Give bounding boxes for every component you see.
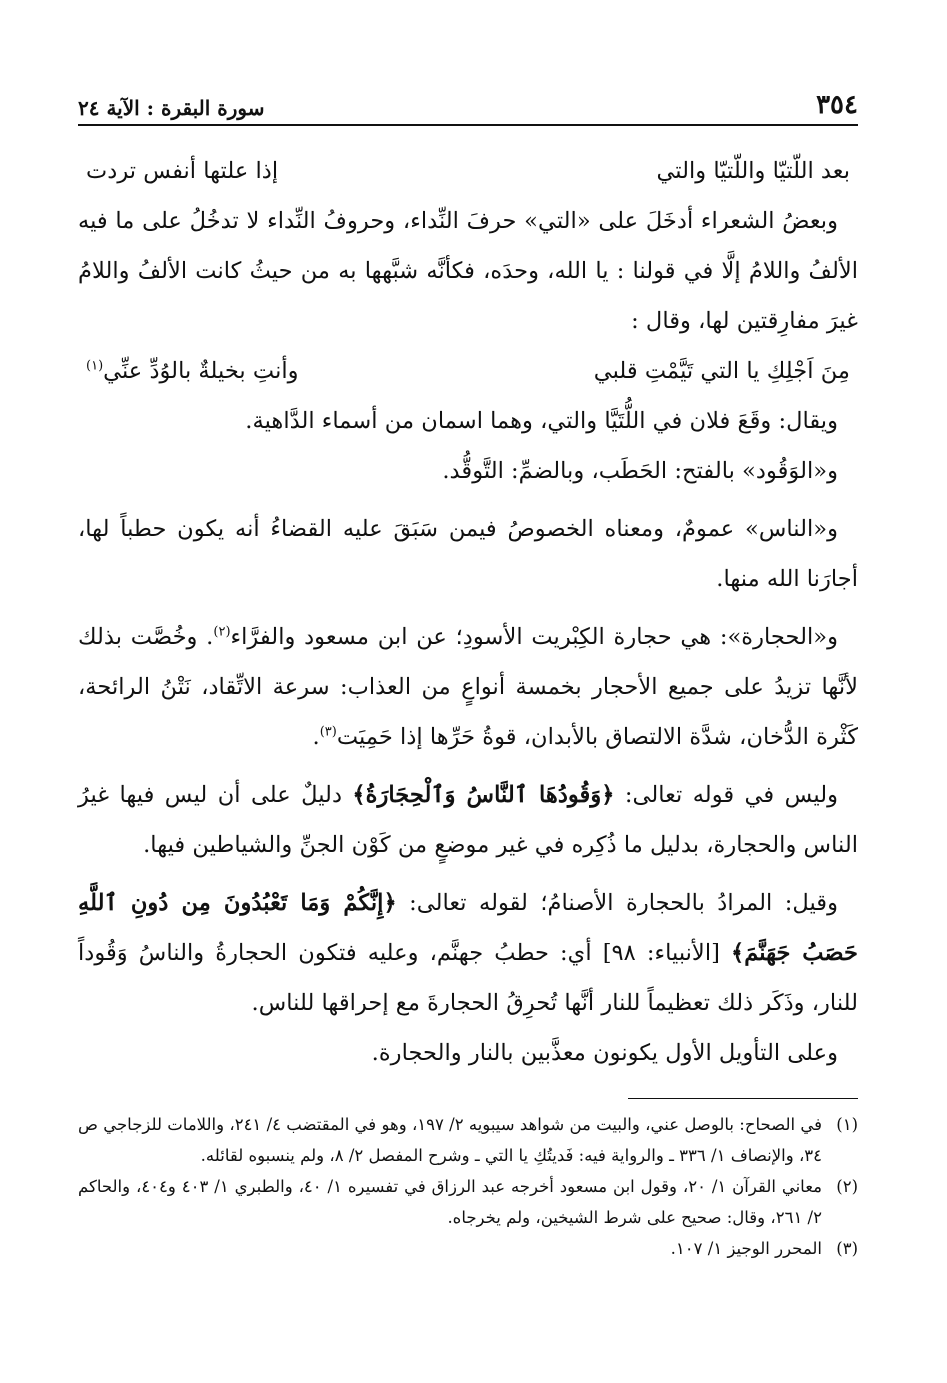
footnote-number: (٣) (836, 1239, 858, 1258)
footnote-number: (١) (836, 1115, 858, 1134)
footnote-text: معاني القرآن ١/ ٢٠، وقول ابن مسعود أخرجه عبد الرزاق في تفسيره ١/ ٤٠، والطبري ١/ ٤٠٣ و٤٠٤، والحاكم ٢/ ٢٦١، وقال: صحيح على شرط الشيخين، ولم يخرجاه. (78, 1177, 822, 1227)
paragraph-text: . (312, 724, 320, 750)
paragraph: وعلى التأويل الأول يكونون معذَّبين بالنار والحجارة. (371, 1040, 838, 1066)
verse-first-hemistich: مِنَ اَجْلِكِ يا التي تَيَّمْتِ قلبي (593, 358, 850, 384)
paragraph: ويقال: وقَعَ فلان في اللُّتَيَّا والتي، وهما اسمان من أسماء الدَّاهية. (245, 408, 838, 434)
footnote-item (78, 1109, 858, 1171)
paragraph: وبعضُ الشعراء أدخَلَ على «التي» حرفَ النِّداء، وحروفُ النِّداء لا تدخُلُ على ما فيه الألفُ واللامُ إلَّا في قولنا : يا الله، وحدَه، فكأنَّه شبَّهها به من حيثُ كانت الألفُ واللامُ غيرَ مفارِقتين لها، وقال : (78, 208, 858, 334)
verse-second-hemistich (86, 346, 299, 396)
footnotes (78, 1109, 858, 1264)
footnote-item (78, 1233, 858, 1264)
paragraph-text: وليس في قوله تعالى: (614, 782, 838, 808)
running-head: سورة البقرة : الآية ٢٤ (78, 96, 265, 120)
paragraph (78, 878, 858, 1028)
verse-second-hemistich: إذا علتها أنفس تردت (86, 158, 279, 184)
paragraph: و«الوَقُود» بالفتح: الحَطَب، وبالضمِّ: التَّوقُّد. (442, 458, 838, 484)
poetry-verse (78, 146, 858, 196)
poetry-verse (78, 346, 858, 396)
footnote-ref[interactable]: (١) (86, 358, 104, 374)
main-text (78, 146, 858, 1078)
book-page (78, 86, 858, 1264)
verse-second-hemistich-text: وأنتِ بخيلةٌ بالوُدِّ عنِّي (103, 358, 299, 384)
paragraph-text: و«الحجارة»: هي حجارة الكِبْريت الأسودِ؛ عن ابن مسعود والفرَّاء (230, 624, 838, 650)
page-header (78, 86, 858, 126)
footnote-item (78, 1171, 858, 1233)
paragraph-text: . وخُصَّت بذلك لأنَّها تزيدُ على جميع الأحجار بخمسة أنواعٍ من العذاب: سرعة الاتِّقاد، نَتْنُ الرائحة، كَثْرة الدُّخان، شدَّة الالتصاق بالأبدان، قوةُ حَرِّها إذا حَمِيَت (78, 624, 858, 750)
footnote-ref[interactable]: (٣) (319, 724, 337, 740)
paragraph-text: وقيل: المرادُ بالحجارة الأصنامُ؛ لقوله تعالى: (396, 890, 838, 916)
footnote-text: المحرر الوجيز ١/ ١٠٧. (670, 1239, 822, 1258)
footnote-divider (628, 1098, 858, 1099)
quran-quote: ﴿إِنَّكُمْ وَمَا تَعْبُدُونَ مِن دُونِ ٱللَّهِ حَصَبُ جَهَنَّمَ﴾ (78, 890, 858, 966)
footnote-ref[interactable]: (٢) (213, 624, 231, 640)
paragraph (78, 770, 858, 870)
paragraph-text: [الأنبياء: ٩٨] أي: حطبُ جهنَّم، وعليه فتكون الحجارةُ والناسُ وَقُوداً للنار، وذَكَر ذلك تعظيماً للنار أنَّها تُحرِقُ الحجارةَ مع إحراقها للناس. (78, 940, 858, 1016)
paragraph: و«الناس» عمومٌ، ومعناه الخصوصُ فيمن سَبَقَ عليه القضاءُ أنه يكون حطباً لها، أجارَنا الله منها. (78, 516, 858, 592)
verse-first-hemistich: بعد اللّتيّا واللّتيّا والتي (656, 158, 850, 184)
paragraph-text: دليلٌ على أن ليس فيها غيرُ الناس والحجارة، بدليل ما ذُكِره في غير موضعٍ من كَوْن الجنِّ والشياطين فيها. (78, 782, 858, 858)
footnote-text: في الصحاح: بالوصل عني، والبيت من شواهد سيبويه ٢/ ١٩٧، وهو في المقتضب ٤/ ٢٤١، واللامات للزجاجي ص ٣٤، والإنصاف ١/ ٣٣٦ ـ والرواية فيه: فَديتُكِ يا التي ـ وشرح المفصل ٢/ ٨، ولم ينسبوه لقائله. (78, 1115, 822, 1165)
page-number: ٣٥٤ (816, 90, 858, 120)
quran-quote: ﴿وَقُودُهَا ٱلنَّاسُ وَٱلْحِجَارَةُ﴾ (352, 782, 615, 808)
paragraph (78, 612, 858, 762)
footnote-number: (٢) (836, 1177, 858, 1196)
